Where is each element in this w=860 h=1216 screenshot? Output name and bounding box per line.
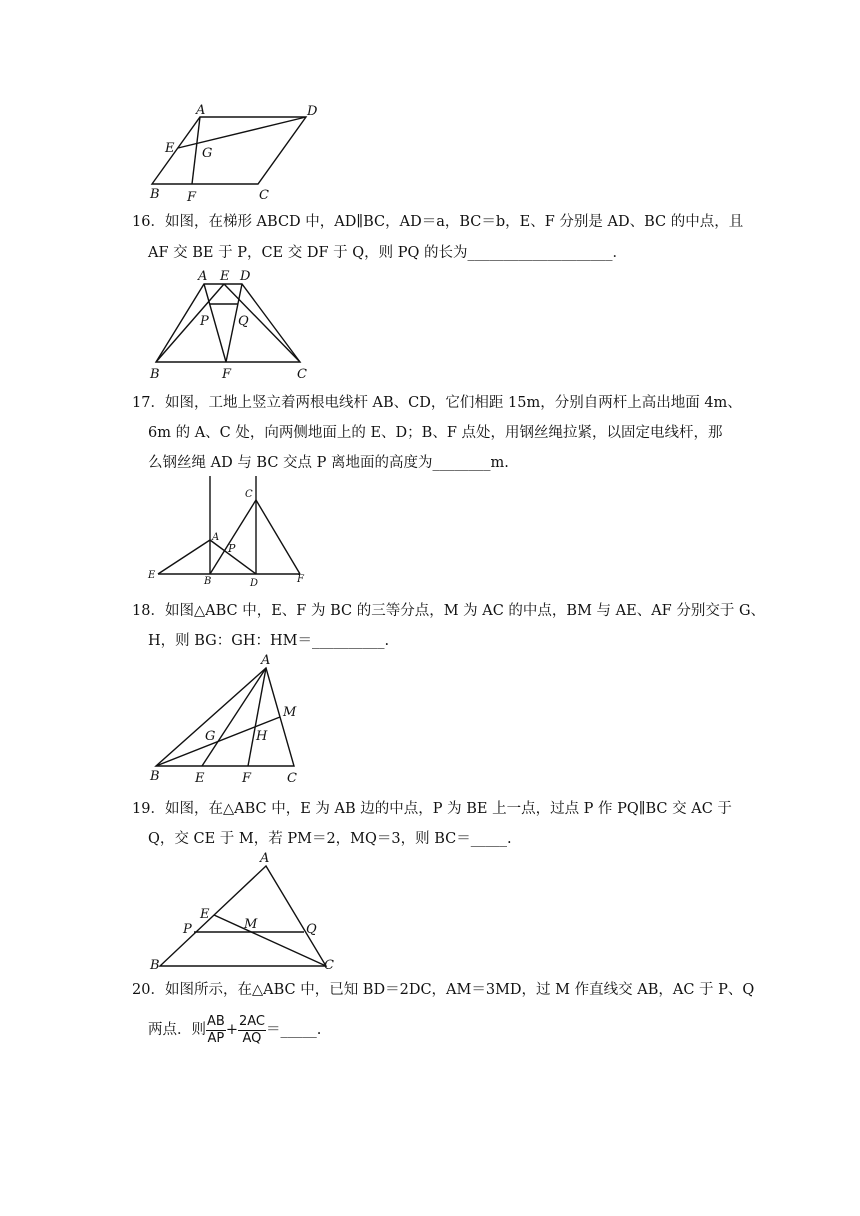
label-a: A [261,653,271,668]
parallelogram-abcd [152,117,306,184]
q19-text-line1: 19．如图，在△ABC 中，E 为 AB 边的中点，P 为 BE 上一点，过点 P 作 PQ∥BC 交 AC 于 [132,801,732,817]
q20-text-line1: 20．如图所示，在△ABC 中，已知 BD＝2DC，AM＝3MD，过 M 作直线交 AB，AC 于 P、Q [132,982,755,998]
q20-prefix: 两点．则 [148,1022,206,1038]
label-q: Q [306,922,317,937]
figure-triangle-q19 [140,850,360,976]
label-a: A [196,103,206,118]
label-c: C [297,367,307,382]
q18-text-line1: 18．如图△ABC 中，E、F 为 BC 的三等分点，M 为 AC 的中点，BM 与 AE、AF 分别交于 G、 [132,603,766,619]
segment-ce [224,284,300,362]
label-e: E [165,141,175,156]
q17-text-line2: 6m 的 A、C 处，向两侧地面上的 E、D；B、F 点处，用钢丝绳拉紧，以固定电线杆，那 [148,425,723,441]
frac1-numerator: AB [207,1013,225,1029]
q16-text-line1: 16．如图，在梯形 ABCD 中，AD∥BC，AD＝a，BC＝b，E、F 分别是 AD、BC 的中点，且 [132,214,744,230]
cable-cf [256,500,300,574]
label-c: C [287,771,297,786]
label-h: H [256,729,268,744]
triangle-abc [160,866,326,966]
label-b: B [150,958,160,973]
triangle-abc [156,668,294,766]
label-c: C [324,958,334,973]
label-d: D [250,578,259,589]
fraction-2ac-over-aq [238,1014,266,1047]
label-b: B [150,367,160,382]
label-e: E [195,771,205,786]
frac1-denominator: AP [207,1030,225,1046]
label-p: P [228,542,236,555]
label-p: P [183,922,192,937]
label-b: B [150,769,160,784]
label-g: G [205,729,216,744]
label-d: D [307,104,318,119]
fraction-ab-over-ap [206,1014,226,1047]
label-e: E [148,570,156,581]
segment-be [156,284,224,362]
label-c: C [259,188,269,203]
figure-triangle-q18 [140,650,340,790]
figure-trapezoid-q16 [140,266,340,384]
label-f: F [242,771,252,786]
label-a: A [212,532,220,543]
plus-sign: + [225,1022,238,1038]
figure-poles-q17 [140,470,340,590]
label-f: F [222,367,232,382]
label-q: Q [238,314,249,329]
label-e: E [200,907,210,922]
label-p: P [200,314,209,329]
q18-text-line2: H，则 BG：GH：HM＝__________. [148,633,390,649]
label-a: A [260,851,270,866]
label-b: B [204,576,212,587]
q20-suffix: ＝_____. [265,1022,322,1038]
label-c: C [245,489,253,500]
frac2-denominator: AQ [242,1030,262,1046]
label-f: F [297,574,304,585]
figure-parallelogram-q15 [140,100,340,208]
label-m: M [283,705,297,720]
label-e: E [220,269,230,284]
label-a: A [198,269,208,284]
frac2-numerator: 2AC [238,1013,265,1029]
q17-text-line3: 么钢丝绳 AD 与 BC 交点 P 离地面的高度为________m. [148,455,509,471]
q19-text-line2: Q，交 CE 于 M，若 PM＝2，MQ＝3，则 BC＝_____. [148,831,512,847]
label-b: B [150,187,160,202]
label-g: G [202,146,213,161]
label-f: F [187,190,197,205]
cable-ea [158,540,210,574]
label-m: M [244,917,258,932]
label-d: D [240,269,251,284]
q16-text-line2: AF 交 BE 于 P，CE 交 DF 于 Q，则 PQ 的长为____________________． [148,245,628,261]
q20-text-line2 [148,1012,321,1048]
q17-text-line1: 17．如图，工地上竖立着两根电线杆 AB、CD，它们相距 15m，分别自两杆上高出地面 4m、 [132,395,742,411]
